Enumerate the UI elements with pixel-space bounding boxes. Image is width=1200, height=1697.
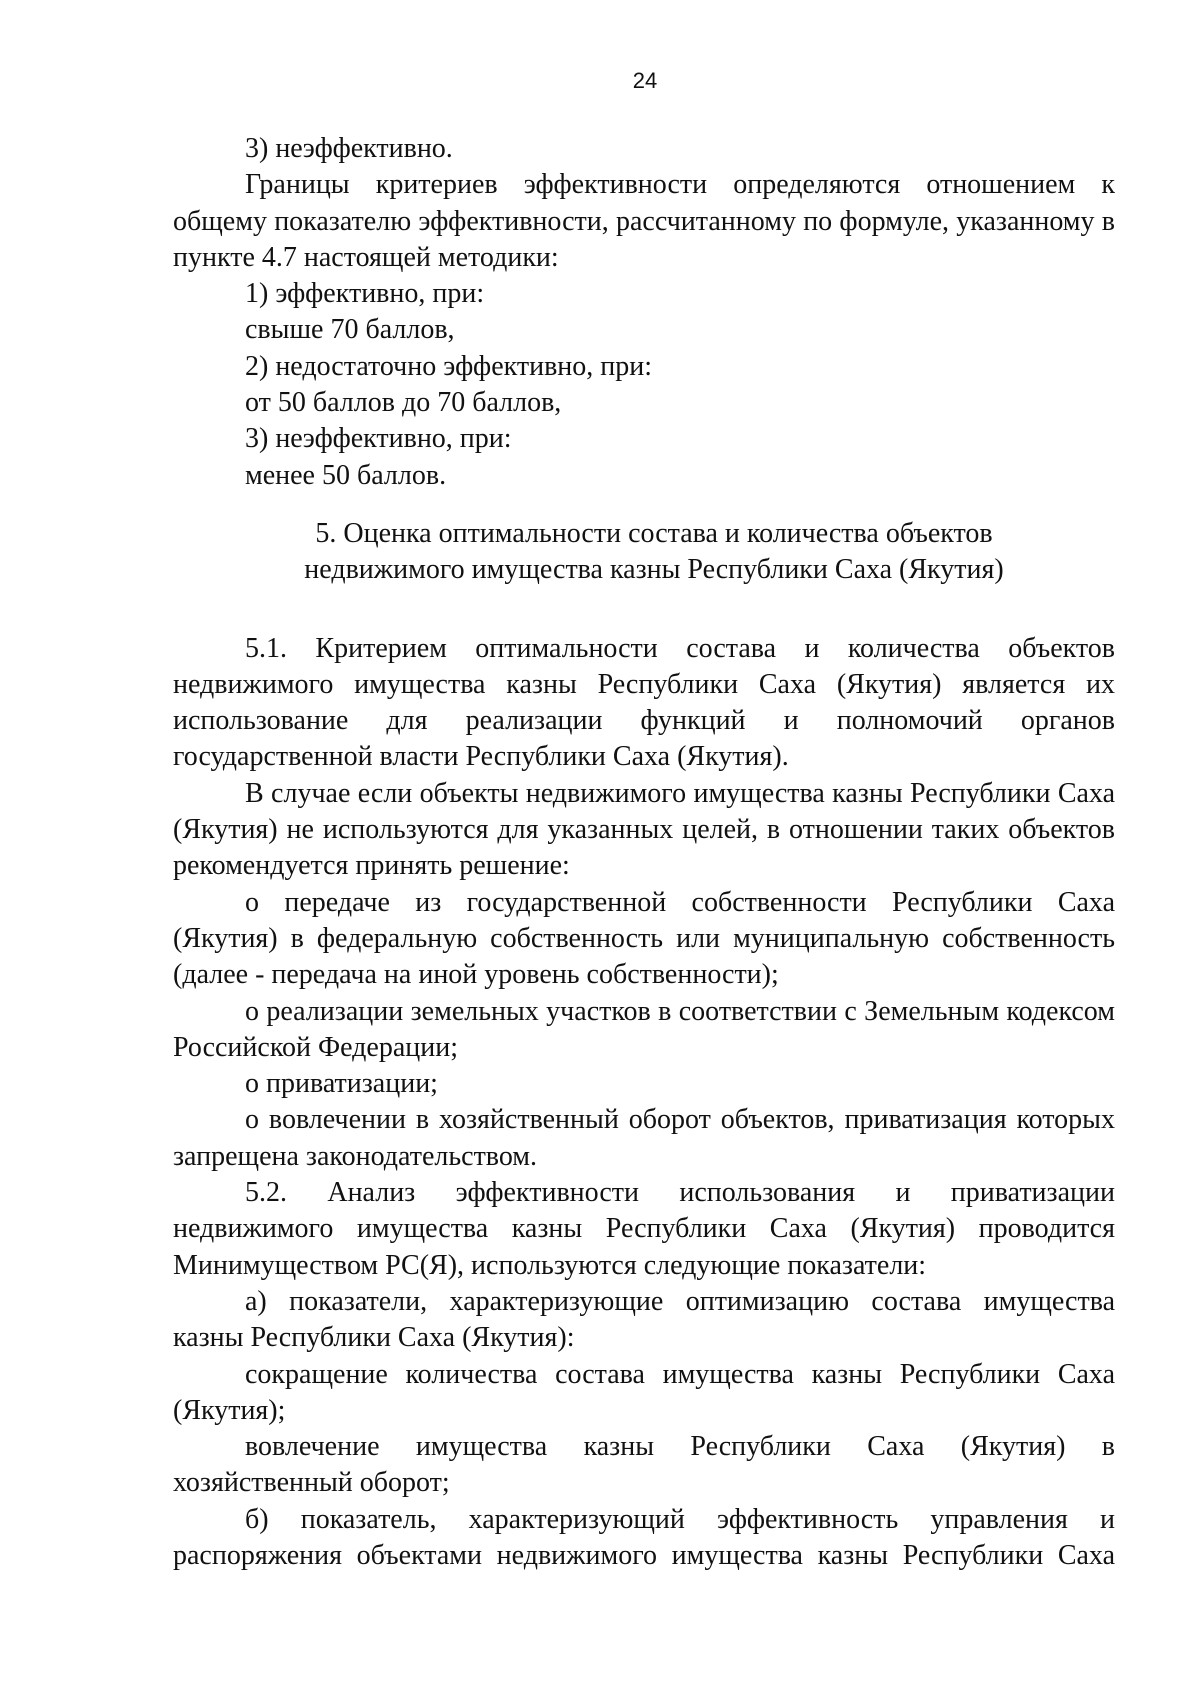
paragraph: Границы критериев эффективности определяются отношением к общему показателю эффективности, рассчитанному по формуле, указанному в пункте 4.7 настоящей методики:	[173, 169, 1115, 273]
paragraph: о приватизации;	[245, 1068, 438, 1100]
section-heading-line: 5. Оценка оптимальности состава и количества объектов	[315, 517, 993, 549]
paragraph: о реализации земельных участков в соответствии с Земельным кодексом Российской Федерации;	[173, 995, 1115, 1063]
page-number: 24	[632, 68, 658, 93]
section-heading-line: недвижимого имущества казны Республики Саха (Якутия)	[304, 554, 1004, 586]
list-item: менее 50 баллов.	[245, 459, 447, 491]
document-body	[173, 131, 1115, 1574]
paragraph: о передаче из государственной собственности Республики Саха (Якутия) в федеральную собственность или муниципальную собственность (далее - передача на иной уровень собственности);	[173, 886, 1115, 991]
paragraph: 5.2. Анализ эффективности использования и приватизации недвижимого имущества казны Республики Саха (Якутия) проводится Минимуществом РС(Я), используются следующие показатели:	[173, 1177, 1115, 1281]
section-heading	[173, 516, 1115, 589]
paragraph: 5.1. Критерием оптимальности состава и количества объектов недвижимого имущества казны Республики Саха (Якутия) является их использование для реализации функций и полномочий органов государственной власти Республики Саха (Якутия).	[173, 632, 1115, 773]
paragraph: В случае если объекты недвижимого имущества казны Республики Саха (Якутия) не используются для указанных целей, в отношении таких объектов рекомендуется принять решение:	[173, 777, 1115, 882]
paragraph: о вовлечении в хозяйственный оборот объектов, приватизация которых запрещена законодательством.	[173, 1104, 1115, 1172]
paragraph: б) показатель, характеризующий эффективность управления и распоряжения объектами недвижимого имущества казны Республики Саха	[173, 1503, 1115, 1571]
list-item: свыше 70 баллов,	[245, 314, 455, 346]
paragraph: а) показатели, характеризующие оптимизацию состава имущества казны Республики Саха (Якутия):	[173, 1285, 1115, 1354]
list-item: от 50 баллов до 70 баллов,	[245, 387, 562, 419]
list-item: 1) эффективно, при:	[245, 278, 485, 310]
list-item: 3) неэффективно.	[245, 133, 453, 164]
paragraph: сокращение количества состава имущества казны Республики Саха (Якутия);	[173, 1358, 1115, 1426]
paragraph: вовлечение имущества казны Республики Саха (Якутия) в хозяйственный оборот;	[173, 1431, 1115, 1499]
list-item: 3) неэффективно, при:	[245, 423, 512, 455]
list-item: 2) недостаточно эффективно, при:	[245, 350, 653, 382]
